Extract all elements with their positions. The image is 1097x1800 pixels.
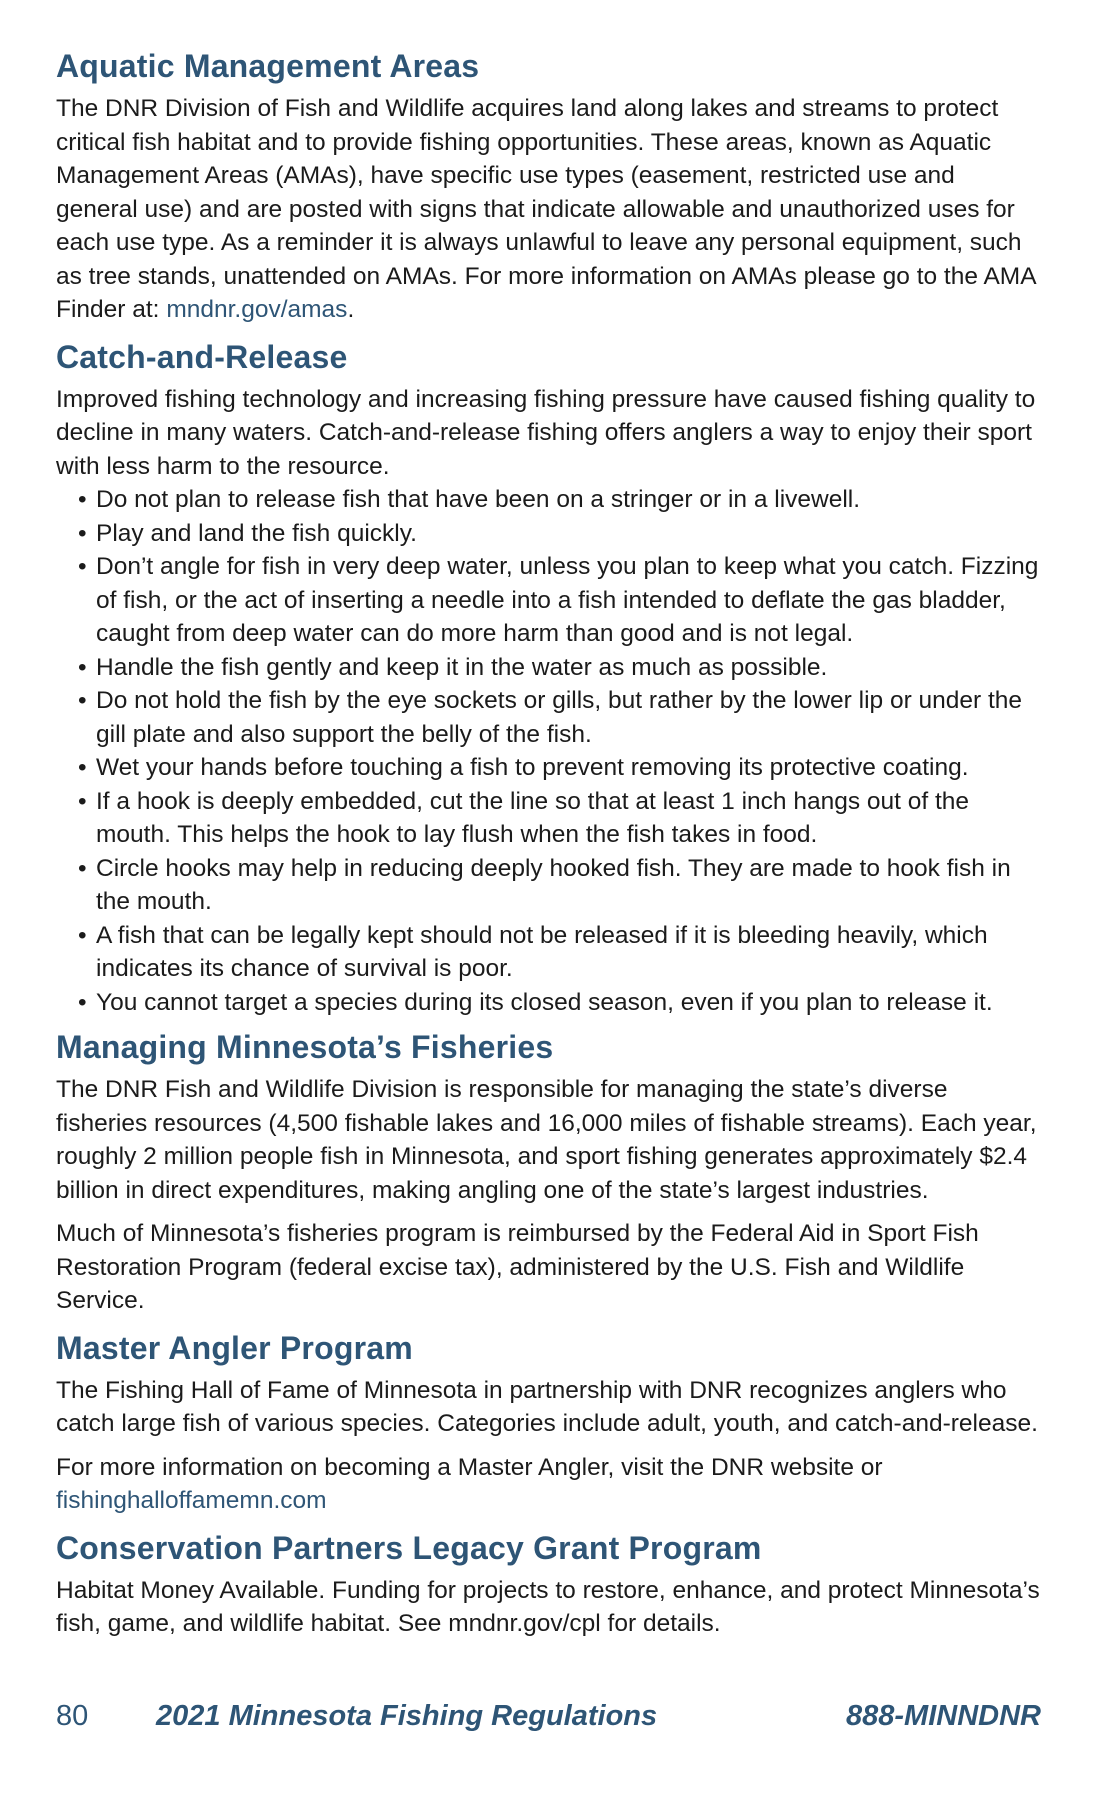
section-paragraph: Much of Minnesota’s fisheries program is reimbursed by the Federal Aid in Sport Fish Restoration Program (federal excise tax), administered by the U.S. Fish and Wildlife Service. [56,1220,979,1314]
tips-list [56,483,1041,1019]
publication-title: 2021 Minnesota Fishing Regulations [156,1700,658,1732]
list-item: • Don’t angle for fish in very deep water, unless you plan to keep what you catch. Fizzing of fish, or the act of inserting a needle into a fish intended to deflate the gas bladder, caught from deep water can do more harm than good and is not legal. [78,553,1039,647]
list-item: • A fish that can be legally kept should not be released if it is bleeding heavily, which indicates its chance of survival is poor. [78,921,988,982]
section-managing-fisheries [56,1027,1041,1318]
section-paragraph: The DNR Fish and Wildlife Division is responsible for managing the state’s diverse fisheries resources (4,500 fishable lakes and 16,000 miles of fishable streams). Each year, roughly 2 million people fish in Minnesota, and sport fishing generates approximately $2.4 billion in direct expenditures, making angling one of the state’s largest industries. [56,1076,1037,1204]
section-paragraph: Habitat Money Available. Funding for projects to restore, enhance, and protect Minnesota’s fish, game, and wildlife habitat. See mndnr.gov/cpl for details. [56,1576,1040,1637]
list-item: • Do not plan to release fish that have been on a stringer or in a livewell. [78,486,861,513]
list-item: • If a hook is deeply embedded, cut the line so that at least 1 inch hangs out of the mouth. This helps the hook to lay flush when the fish takes in food. [78,787,970,848]
list-item: • Play and land the fish quickly. [78,519,417,547]
list-item: • Circle hooks may help in reducing deeply hooked fish. They are made to hook fish in the mouth. [78,854,1011,915]
ama-finder-link[interactable]: mndnr.gov/amas [166,296,348,323]
list-item: • Wet your hands before touching a fish to prevent removing its protective coating. [78,754,969,781]
phone-number: 888-MINNDNR [846,1700,1041,1732]
section-conservation-partners [56,1528,1041,1641]
section-paragraph: The Fishing Hall of Fame of Minnesota in partnership with DNR recognizes anglers who catch large fish of various species. Categories include adult, youth, and catch-and-release. [56,1376,1038,1437]
section-intro: Improved fishing technology and increasing fishing pressure have caused fishing quality to decline in many waters. Catch-and-release fishing offers anglers a way to enjoy their sport with less harm to the resource. [56,385,1036,480]
section-catch-and-release [56,337,1041,1020]
hall-of-fame-link[interactable]: fishinghalloffamemn.com [56,1487,327,1514]
list-item: • Do not hold the fish by the eye sockets or gills, but rather by the lower lip or under the gill plate and also support the belly of the fish. [78,687,1023,748]
section-heading: Master Angler Program [56,1329,413,1366]
page-content [56,46,1041,1651]
section-aquatic-management-areas [56,46,1041,327]
section-body: The DNR Division of Fish and Wildlife acquires land along lakes and streams to protect critical fish habitat and to provide fishing opportunities. These areas, known as Aquatic Management Areas (AMAs), have specific use types (easement, restricted use and general use) and are posted with signs that indicate allowable and unauthorized uses for each use type. As a reminder it is always unlawful to leave any personal equipment, such as tree stands, unattended on AMAs. For more information on AMAs please go to the AMA Finder at: mndnr.gov/amas. [56,95,1036,323]
section-heading: Catch-and-Release [56,338,348,375]
section-master-angler [56,1328,1041,1518]
section-heading: Aquatic Management Areas [56,48,480,84]
section-heading: Managing Minnesota’s Fisheries [56,1029,554,1065]
page-number: 80 [56,1700,89,1732]
list-item: • Handle the fish gently and keep it in the water as much as possible. [78,653,828,681]
page-footer [56,1700,1041,1740]
section-heading: Conservation Partners Legacy Grant Program [56,1529,762,1566]
list-item: • You cannot target a species during its closed season, even if you plan to release it. [78,988,993,1016]
section-paragraph: For more information on becoming a Master Angler, visit the DNR website or fishinghalloffamemn.com [56,1453,883,1514]
